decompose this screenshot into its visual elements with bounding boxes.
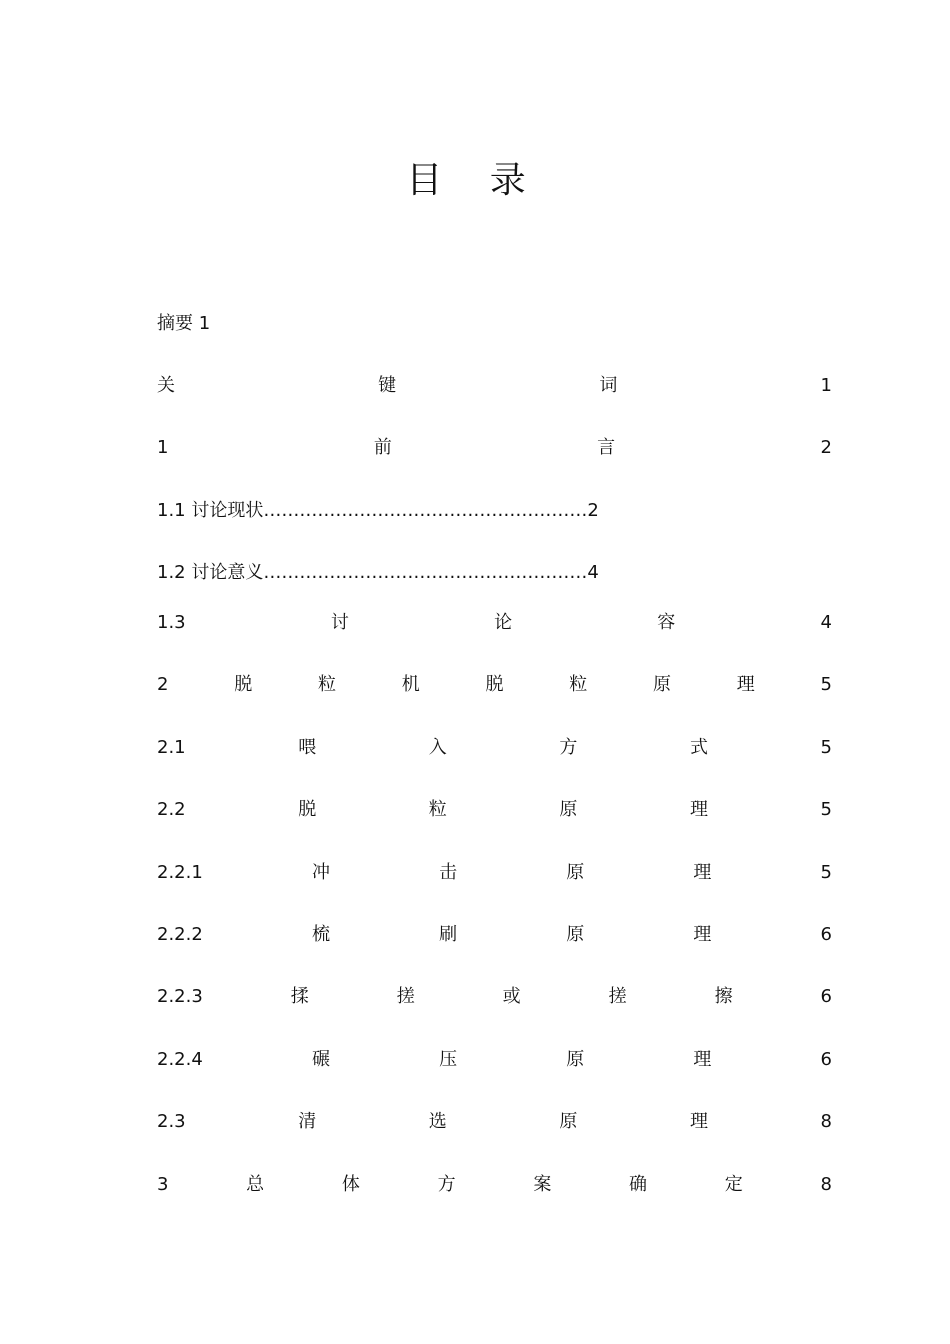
- toc-entry-part: 定: [724, 1174, 743, 1195]
- toc-entry: [157, 735, 832, 761]
- toc-entry-part: 确: [629, 1174, 648, 1195]
- toc-entry-part: 擦: [714, 986, 733, 1007]
- toc-entry-part: 刷: [439, 924, 458, 945]
- toc-page-number: 5: [820, 737, 832, 758]
- toc-entry-text: 1.1 讨论现状………………………………………………2: [157, 500, 599, 521]
- toc-entry: [157, 498, 832, 524]
- toc-entry-part: 方: [559, 737, 578, 758]
- toc-entry-part: 1: [157, 437, 169, 458]
- toc-entry-part: 理: [736, 674, 755, 695]
- toc-entry-text: 摘要 1: [157, 313, 211, 334]
- toc-entry-part: 讨: [330, 612, 349, 633]
- toc-entry-part: 脱: [234, 674, 253, 695]
- toc-entry-part: 喂: [298, 737, 317, 758]
- toc-entry-part: 关: [157, 375, 175, 396]
- toc-entry: [157, 560, 832, 586]
- toc-entry-part: 原: [652, 674, 671, 695]
- toc-entry-part: 搓: [608, 986, 627, 1007]
- toc-entry: [157, 984, 832, 1010]
- toc-entry-part: 方: [437, 1174, 456, 1195]
- toc-entry-part: 入: [428, 737, 447, 758]
- toc-entry: [157, 1047, 832, 1073]
- toc-entry-part: 冲: [311, 862, 330, 883]
- toc-entry: [157, 672, 832, 698]
- toc-entry-part: 原: [566, 1049, 585, 1070]
- toc-entry-part: 理: [689, 799, 708, 820]
- toc-entry-part: 2.2.3: [157, 986, 203, 1007]
- toc-entry: [157, 311, 832, 337]
- toc-page-number: 2: [820, 437, 832, 458]
- toc-entry-part: 2.2.1: [157, 862, 203, 883]
- toc-entry-part: 案: [533, 1174, 552, 1195]
- toc-page-number: 4: [820, 612, 832, 633]
- toc-entry-part: 2.2.4: [157, 1049, 203, 1070]
- toc-entry-part: 论: [494, 612, 513, 633]
- toc-page-number: 5: [820, 799, 832, 820]
- toc-entry-part: 原: [566, 862, 585, 883]
- toc-entry-part: 2: [157, 674, 169, 695]
- toc-entry-part: 3: [157, 1174, 169, 1195]
- toc-page-number: 8: [820, 1111, 832, 1132]
- toc-entry-part: 原: [559, 1111, 578, 1132]
- toc-entry-part: 理: [693, 1049, 712, 1070]
- toc-entry-part: 总: [246, 1174, 265, 1195]
- toc-entry-part: 揉: [290, 986, 309, 1007]
- toc-entry-part: 原: [566, 924, 585, 945]
- toc-entry-part: 碾: [311, 1049, 330, 1070]
- toc-entry: [157, 610, 832, 636]
- toc-page-number: 6: [820, 986, 832, 1007]
- toc-page-number: 5: [820, 674, 832, 695]
- toc-entry-part: 理: [693, 924, 712, 945]
- toc-entry-part: 理: [689, 1111, 708, 1132]
- toc-entry-part: 2.2.2: [157, 924, 203, 945]
- toc-entry-part: 粒: [569, 674, 588, 695]
- toc-entry-part: 体: [341, 1174, 360, 1195]
- toc-entry: [157, 435, 832, 461]
- toc-entry-part: 言: [597, 437, 616, 458]
- toc-page-number: 6: [820, 1049, 832, 1070]
- toc-entry-part: 原: [559, 799, 578, 820]
- toc-entry-part: 键: [378, 375, 397, 396]
- toc-entry: [157, 373, 832, 399]
- toc-entry-part: 容: [657, 612, 676, 633]
- toc-page-number: 1: [820, 375, 832, 396]
- toc-entry-part: 清: [298, 1111, 317, 1132]
- toc-title: 目 录: [406, 160, 544, 201]
- toc-entry-part: 2.2: [157, 799, 186, 820]
- toc-entry: [157, 1172, 832, 1198]
- toc-page-number: 5: [820, 862, 832, 883]
- toc-entry-part: 式: [689, 737, 708, 758]
- toc-page-number: 6: [820, 924, 832, 945]
- toc-entry-part: 选: [428, 1111, 447, 1132]
- toc-entry: [157, 922, 832, 948]
- toc-entry-part: 词: [599, 375, 618, 396]
- toc-entry-part: 机: [401, 674, 420, 695]
- toc-entry-part: 击: [439, 862, 458, 883]
- toc-entry-part: 压: [439, 1049, 458, 1070]
- toc-page-number: 8: [820, 1174, 832, 1195]
- toc-entry-text: 1.2 讨论意义………………………………………………4: [157, 562, 599, 583]
- toc-entry-part: 脱: [485, 674, 504, 695]
- toc-entry-part: 梳: [311, 924, 330, 945]
- toc-entry: [157, 797, 832, 823]
- toc-entry-part: 粒: [317, 674, 336, 695]
- toc-entry-part: 搓: [396, 986, 415, 1007]
- toc-entry: [157, 1109, 832, 1135]
- toc-entry-part: 前: [373, 437, 392, 458]
- toc-entry-part: 脱: [298, 799, 317, 820]
- toc-entry-part: 2.1: [157, 737, 186, 758]
- toc-entry-part: 2.3: [157, 1111, 186, 1132]
- toc-entry: [157, 860, 832, 886]
- toc-entry-part: 粒: [428, 799, 447, 820]
- toc-entry-part: 1.3: [157, 612, 186, 633]
- toc-entry-part: 或: [502, 986, 521, 1007]
- toc-entry-part: 理: [693, 862, 712, 883]
